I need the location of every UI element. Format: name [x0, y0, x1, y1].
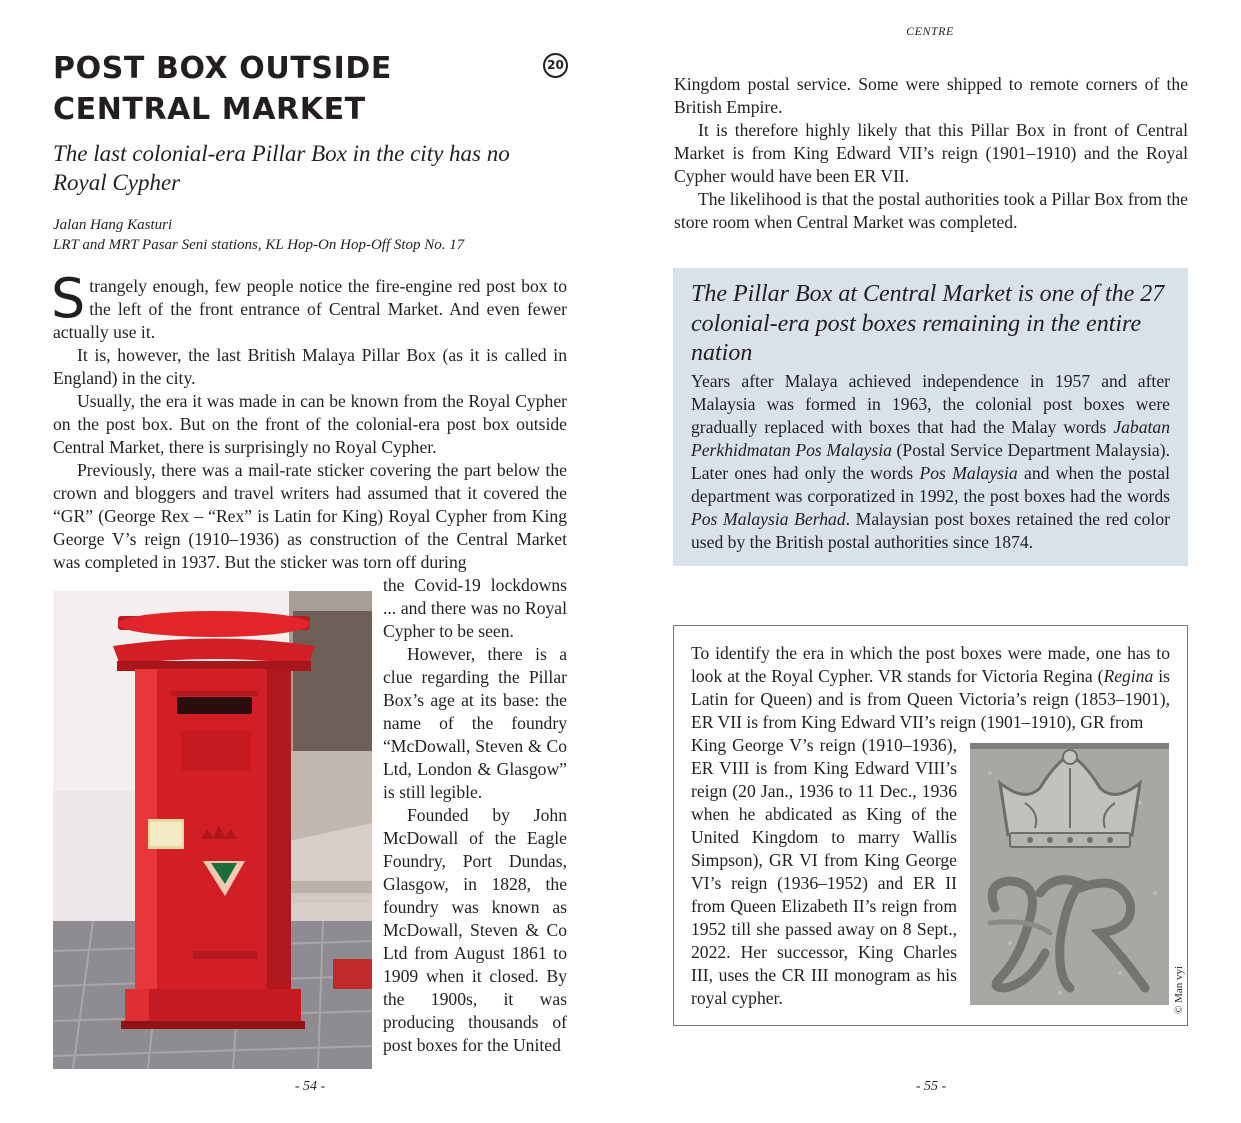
callout-heading: The Pillar Box at Central Market is one of the 27 colonial-era post boxes remaining in the entire nation — [691, 281, 1165, 366]
running-head: CENTRE — [906, 24, 954, 38]
paragraph: However, there is a clue regarding the Pillar Box’s age at its base: the name of the foundry “McDowall, Steven & Co Ltd, London & Glasgow” is still legible. — [383, 644, 567, 802]
pillar-box-photo — [53, 591, 372, 1069]
location-info — [53, 215, 573, 255]
entry-number-badge: 20 — [543, 53, 568, 78]
article-subtitle: The last colonial-era Pillar Box in the city has no Royal Cypher — [53, 141, 510, 195]
callout-text: Years after Malaya achieved independence in 1957 and after Malaysia was formed in 1963, the colonial post boxes were gradually replaced with boxes that had the Malay words Jabatan Perkhidmatan Pos Malaysia (Postal Service Department Malaysia). Later ones had only the words Pos Malaysia and when the postal department was corporatized in 1992, the post boxes had the words Pos Malaysia Berhad. Malaysian post boxes retained the red color used by the British postal authorities since 1874. — [691, 370, 1171, 552]
drop-cap: S — [51, 267, 86, 330]
transport-line: LRT and MRT Pasar Seni stations, KL Hop-On Hop-Off Stop No. 17 — [53, 237, 465, 253]
sidebar-text-top: To identify the era in which the post boxes were made, one has to look at the Royal Cypher. VR stands for Victoria Regina (Regina is Latin for Queen) and is from Queen Victoria’s reign (1853–1901), ER VII is from King Edward VII’s reign (1901–1910), GR from — [691, 643, 1170, 732]
credit-text: © Man vyi — [1173, 965, 1185, 1014]
body-column-left-top — [51, 267, 567, 574]
article-title: POST BOX OUTSIDE CENTRAL MARKET — [53, 51, 392, 127]
paragraph: Usually, the era it was made in can be known from the Royal Cypher on the post box. But on the front of the colonial-era post box outside Central Market, there is surprisingly no Royal Cypher. — [53, 391, 567, 457]
address-line: Jalan Hang Kasturi — [53, 217, 173, 233]
body-column-right — [674, 73, 1188, 234]
page-number-left: - 54 - — [294, 1079, 326, 1094]
royal-cypher-photo — [970, 743, 1169, 1005]
paragraph: Founded by John McDowall of the Eagle Foundry, Port Dundas, Glasgow, in 1828, the foundry was known as McDowall, Steven & Co Ltd from August 1861 to 1909 when it closed. By the 1900s, it was producing thousands of post boxes for the United — [383, 805, 567, 1055]
royal-cypher-sidebar — [673, 625, 1188, 1026]
paragraph: It is, however, the last British Malaya Pillar Box (as it is called in England) in the city. — [53, 345, 567, 388]
body-column-left-wrap — [383, 574, 567, 1057]
page-number-right: - 55 - — [915, 1079, 947, 1094]
paragraph: Kingdom postal service. Some were shipped to remote corners of the British Empire. — [674, 74, 1188, 117]
callout-box — [673, 268, 1188, 566]
paragraph: Previously, there was a mail-rate sticker covering the part below the crown and bloggers and travel writers had assumed that it covered the “GR” (George Rex – “Rex” is Latin for King) Royal Cypher from King George V’s reign (1910–1936) as construction of the Central Market was completed in 1937. But the sticker was torn off during — [53, 460, 567, 572]
paragraph: the Covid-19 lockdowns ... and there was no Royal Cypher to be seen. — [383, 575, 567, 641]
sidebar-text-wrap: King George V’s reign (1910–1936), ER VIII is from King Edward VIII’s reign (20 Jan., 1936 to 11 Dec., 1936 when he abdicated as King of the United Kingdom to marry Wallis Simpson), GR VI from King George VI’s reign (1936–1952) and ER II from Queen Elizabeth II’s reign from 1952 till she passed away on 8 Sept., 2022. Her successor, King Charles III, uses the CR III monogram as his royal cypher. — [691, 735, 957, 1008]
paragraph: Strangely enough, few people notice the fire-engine red post box to the left of the front entrance of Central Market. And even fewer actually use it. — [51, 267, 567, 342]
paragraph: It is therefore highly likely that this Pillar Box in front of Central Market is from King Edward VII’s reign (1901–1910) and the Royal Cypher would have been ER VII. — [674, 120, 1188, 186]
paragraph: The likelihood is that the postal authorities took a Pillar Box from the store room when Central Market was completed. — [674, 189, 1188, 232]
photo-credit — [1171, 956, 1185, 1016]
